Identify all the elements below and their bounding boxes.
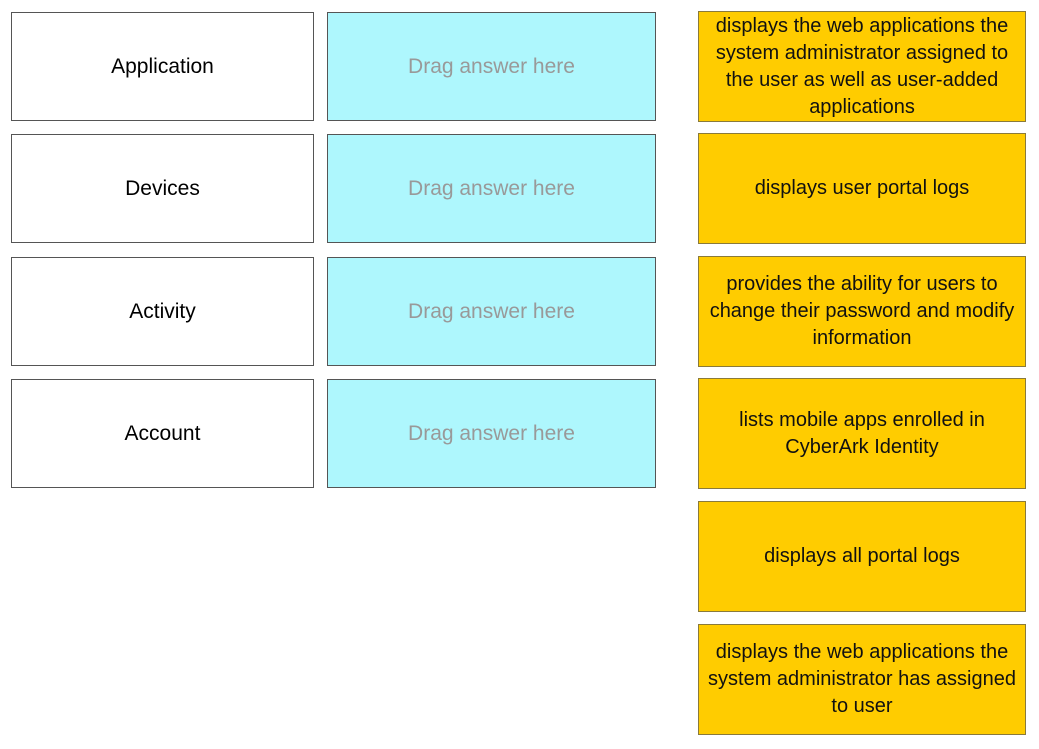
- term-devices: [11, 134, 314, 243]
- term-label: Activity: [129, 299, 196, 323]
- answer-text: displays user portal logs: [754, 177, 970, 199]
- term-activity: [11, 257, 314, 366]
- answer-text: lists mobile apps enrolled in CyberArk Identity: [739, 408, 985, 458]
- answer-tile[interactable]: [698, 256, 1026, 367]
- drop-placeholder: Drag answer here: [408, 54, 575, 78]
- drop-zone-activity[interactable]: [327, 257, 656, 366]
- answer-text: displays the web applications the system administrator assigned to the user as well as user-added applications: [715, 14, 1009, 118]
- drop-placeholder: Drag answer here: [408, 299, 575, 323]
- term-label: Devices: [125, 176, 200, 200]
- drop-placeholder: Drag answer here: [408, 176, 575, 200]
- term-account: [11, 379, 314, 488]
- term-application: [11, 12, 314, 121]
- answer-tile[interactable]: [698, 378, 1026, 489]
- answer-tile[interactable]: [698, 133, 1026, 244]
- drop-zone-account[interactable]: [327, 379, 656, 488]
- drop-zone-devices[interactable]: [327, 134, 656, 243]
- answer-text: displays the web applications the system administrator has assigned to user: [708, 641, 1016, 717]
- answer-tile[interactable]: [698, 501, 1026, 612]
- term-label: Account: [124, 421, 201, 445]
- answer-text: provides the ability for users to change their password and modify information: [709, 273, 1015, 349]
- drop-placeholder: Drag answer here: [408, 421, 575, 445]
- answer-tile[interactable]: [698, 11, 1026, 122]
- answer-text: displays all portal logs: [764, 545, 960, 567]
- term-label: Application: [111, 54, 214, 78]
- drop-zone-application[interactable]: [327, 12, 656, 121]
- answer-tile[interactable]: [698, 624, 1026, 735]
